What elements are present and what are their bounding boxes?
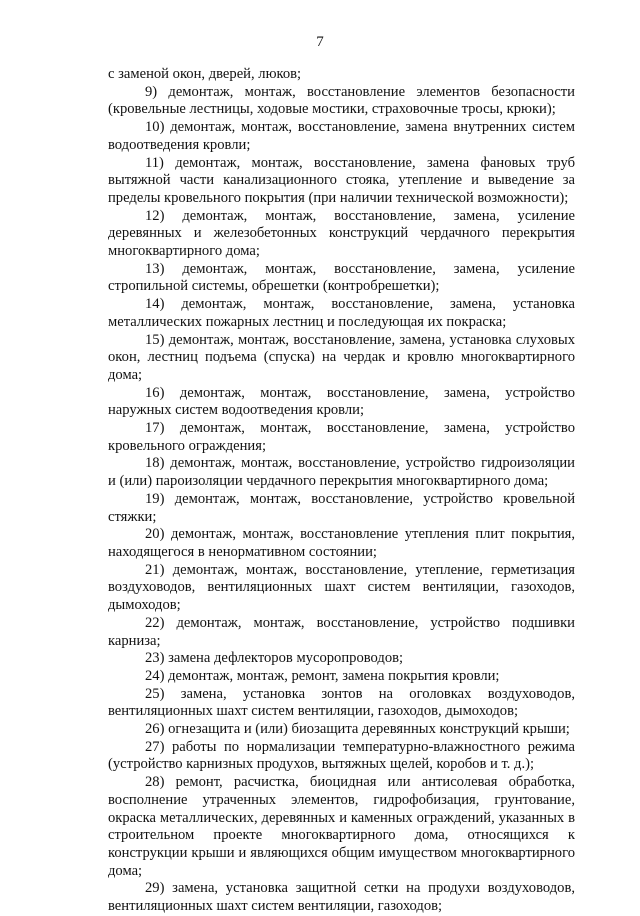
- list-item-19: 19) демонтаж, монтаж, восстановление, устройство кровельной стяжки;: [108, 490, 575, 525]
- list-item-16: 16) демонтаж, монтаж, восстановление, замена, устройство наружных систем водоотведения кровли;: [108, 384, 575, 419]
- list-item-18: 18) демонтаж, монтаж, восстановление, устройство гидроизоляции и (или) пароизоляции чердачного перекрытия многоквартирного дома;: [108, 455, 575, 490]
- list-item-25: 25) замена, установка зонтов на оголовках воздуховодов, вентиляционных шахт систем вентиляции, газоходов, дымоходов;: [108, 685, 575, 720]
- list-item-15: 15) демонтаж, монтаж, восстановление, замена, установка слуховых окон, лестниц подъема (спуска) на чердак и кровлю многоквартирного дома;: [108, 331, 575, 383]
- document-body: [108, 66, 575, 916]
- list-item-11: 11) демонтаж, монтаж, восстановление, замена фановых труб вытяжной части канализационного стояка, утепление и выведение за пределы кровельного покрытия (при наличии технической возможности);: [108, 154, 575, 206]
- list-item-9: 9) демонтаж, монтаж, восстановление элементов безопасности (кровельные лестницы, ходовые мостики, страховочные тросы, крюки);: [108, 83, 575, 118]
- list-item-23: 23) замена дефлекторов мусоропроводов;: [145, 650, 404, 667]
- list-item-28: 28) ремонт, расчистка, биоцидная или антисолевая обработка, восполнение утраченных элементов, гидрофобизация, грунтование, окраска металлических, деревянных и каменных ограждений, указанных в строительном проекте многоквартирного дома, относящихся к конструкции крыши и являющихся общим имуществом многоквартирного дома;: [108, 774, 575, 879]
- list-item-26: 26) огнезащита и (или) биозащита деревянных конструкций крыши;: [145, 721, 570, 738]
- list-item-12: 12) демонтаж, монтаж, восстановление, замена, усиление деревянных и железобетонных конструкций чердачного перекрытия многоквартирного дома;: [108, 207, 575, 260]
- list-item-14: 14) демонтаж, монтаж, восстановление, замена, установка металлических пожарных лестниц и последующая их покраска;: [108, 296, 575, 330]
- list-item-24: 24) демонтаж, монтаж, ремонт, замена покрытия кровли;: [145, 667, 500, 684]
- list-item-21: 21) демонтаж, монтаж, восстановление, утепление, герметизация воздуховодов, вентиляционных шахт систем вентиляции, газоходов, дымоходов;: [108, 561, 575, 614]
- list-item-22: 22) демонтаж, монтаж, восстановление, устройство подшивки карниза;: [108, 614, 575, 649]
- page-number: 7: [316, 34, 324, 50]
- list-item-27: 27) работы по нормализации температурно-влажностного режима (устройство карнизных продухов, вытяжных щелей, коробов и т. д.);: [108, 738, 575, 773]
- list-item-29: 29) замена, установка защитной сетки на продухи воздуховодов, вентиляционных шахт систем вентиляции, газоходов;: [108, 880, 575, 915]
- list-item-10: 10) демонтаж, монтаж, восстановление, замена внутренних систем водоотведения кровли;: [108, 119, 575, 153]
- list-item-17: 17) демонтаж, монтаж, восстановление, замена, устройство кровельного ограждения;: [108, 420, 575, 454]
- list-item-13: 13) демонтаж, монтаж, восстановление, замена, усиление стропильной системы, обрешетки (контробрешетки);: [108, 260, 575, 295]
- list-item-20: 20) демонтаж, монтаж, восстановление утепления плит покрытия, находящегося в ненормативном состоянии;: [108, 526, 575, 560]
- paragraph-continuation: с заменой окон, дверей, люков;: [108, 66, 302, 82]
